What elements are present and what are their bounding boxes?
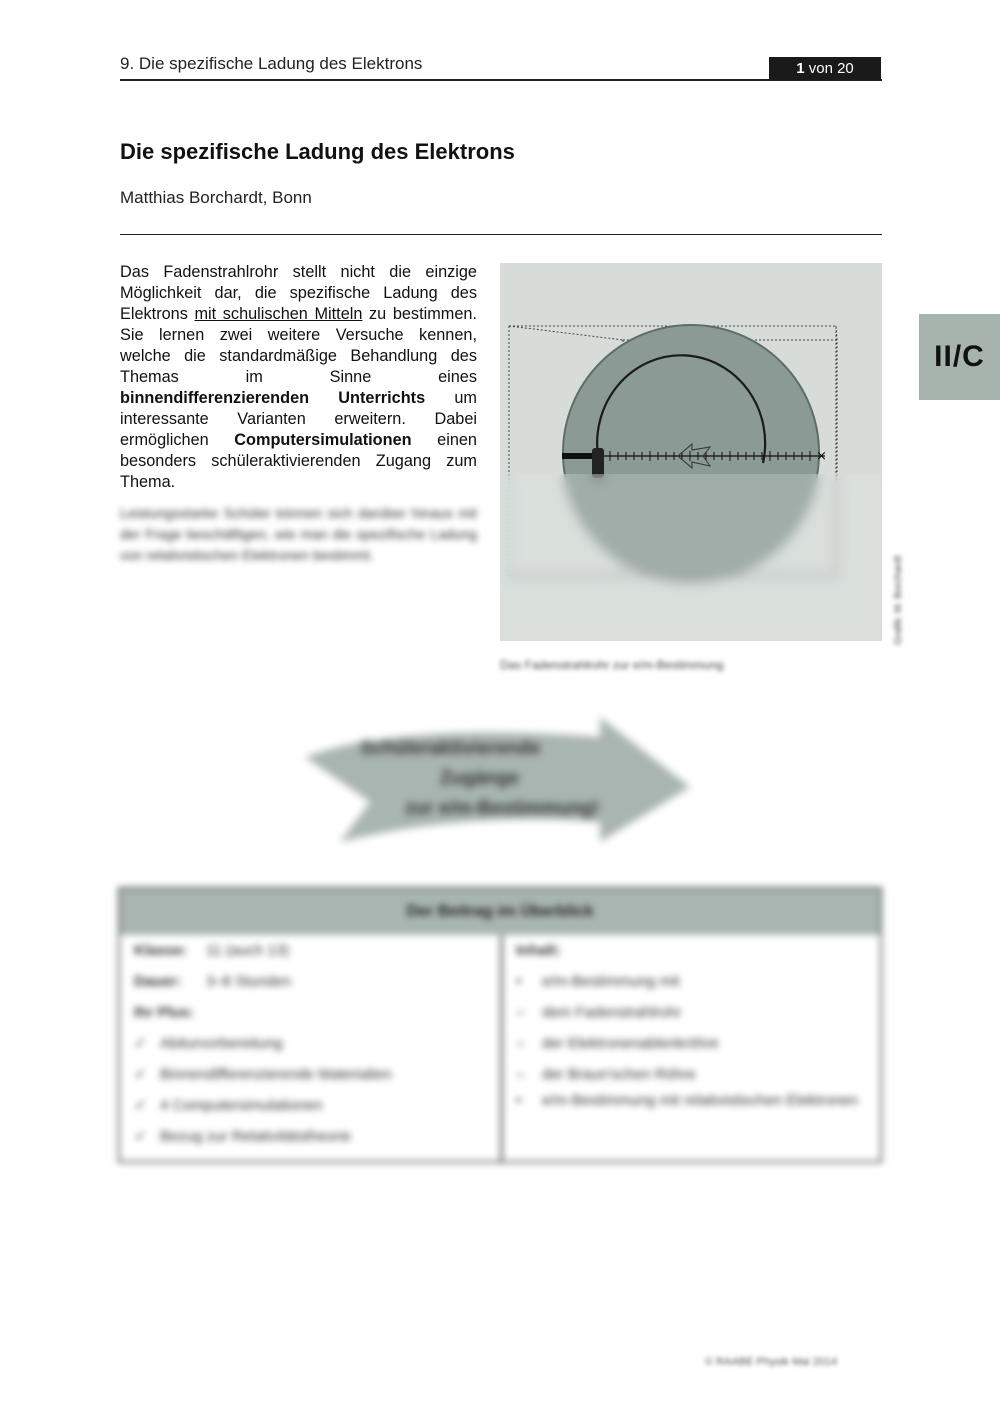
intro-text-3: um interessante Varianten erweitern. Dabei ermöglichen <box>120 389 477 449</box>
intro-text-1: Das Fadenstrahlrohr stellt nicht die einzige Möglichkeit dar, die spezifische Ladung des Elektrons <box>120 263 477 323</box>
klasse-row <box>134 935 494 966</box>
dauer-value: 3–8 Stunden <box>206 973 292 990</box>
intro-paragraph <box>120 262 477 493</box>
article-author: Matthias Borchardt, Bonn <box>120 188 312 207</box>
banner-line-1: Schüleraktivierende <box>360 738 541 759</box>
page-current: 1 <box>796 60 805 77</box>
fine-beam-tube-figure <box>500 263 882 641</box>
svg-text:×: × <box>816 449 827 464</box>
intro-text-4: einen besonders schüleraktivierenden Zugang zum Thema. <box>120 431 477 491</box>
inhalt-item: – der Braun'schen Röhre <box>516 1066 696 1083</box>
intro-bold-2: Computersimulationen <box>234 431 412 449</box>
inhalt-item: – der Elektronenablenkröhre <box>516 1035 719 1052</box>
article-title: Die spezifische Ladung des Elektrons <box>120 139 515 164</box>
inhalt-item: • e/m-Bestimmung mit relativistischen Elektronen <box>516 1092 858 1109</box>
plus-item: ✓ Abiturvorbereitung <box>134 1035 283 1052</box>
overview-left-column <box>134 935 494 1152</box>
figure-credit: Grafik: M. Borchardt <box>893 555 904 645</box>
plus-label-row <box>134 997 494 1028</box>
intro-bold-1: binnendifferenzierenden Unterrichts <box>120 389 426 407</box>
dauer-row <box>134 966 494 997</box>
plus-item: ✓ Bezug zur Relativitätstheorie <box>134 1128 351 1145</box>
banner-line-3: zur e/m-Bestimmung! <box>405 798 600 819</box>
page-total: von 20 <box>808 60 854 77</box>
section-tab: II/C <box>919 314 1000 400</box>
inhalt-label: Inhalt: <box>516 942 561 959</box>
intro-text-2: zu bestimmen. Sie lernen zwei weitere Versuche kennen, welche die standardmäßige Behandlung des Themas im Sinne eines <box>120 305 477 386</box>
overview-right-column <box>516 935 866 1121</box>
teaser-banner <box>300 712 695 852</box>
figure-caption: Das Fadenstrahlrohr zur e/m-Bestimmung <box>500 658 724 672</box>
page-indicator <box>769 57 881 80</box>
title-rule <box>120 234 882 235</box>
running-title: 9. Die spezifische Ladung des Elektrons <box>120 54 423 73</box>
klasse-value: 11 (auch 13) <box>206 942 290 959</box>
inhalt-item: – dem Fadenstrahlrohr <box>516 1004 682 1021</box>
inhalt-label-row <box>516 935 866 966</box>
intro-underlined: mit schulischen Mitteln <box>194 305 363 323</box>
inhalt-item: • e/m-Bestimmung mit <box>516 973 680 990</box>
plus-item: ✓ Binnendifferenzierende Materialien <box>134 1066 392 1083</box>
header-rule <box>120 79 882 81</box>
banner-text <box>360 734 599 824</box>
overview-heading: Der Beitrag im Überblick <box>118 887 882 937</box>
figure-blur-overlay <box>500 474 882 641</box>
overview-body <box>118 935 882 1163</box>
banner-line-2: Zugänge <box>440 768 520 789</box>
plus-item: ✓ 4 Computersimulationen <box>134 1097 323 1114</box>
copyright-footer: © RAABE Physik Mai 2014 <box>705 1356 838 1368</box>
overview-divider <box>500 935 503 1161</box>
klasse-label: Klasse: <box>134 942 188 959</box>
dauer-label: Dauer: <box>134 973 182 990</box>
plus-label: Ihr Plus: <box>134 1004 195 1021</box>
intro-paragraph-2: Leistungsstarke Schüler können sich darüber hinaus mit der Frage beschäftigen, wie man die spezifische Ladung von relativistischen Elektronen bestimmt. <box>120 505 477 563</box>
overview-box <box>118 887 882 1165</box>
